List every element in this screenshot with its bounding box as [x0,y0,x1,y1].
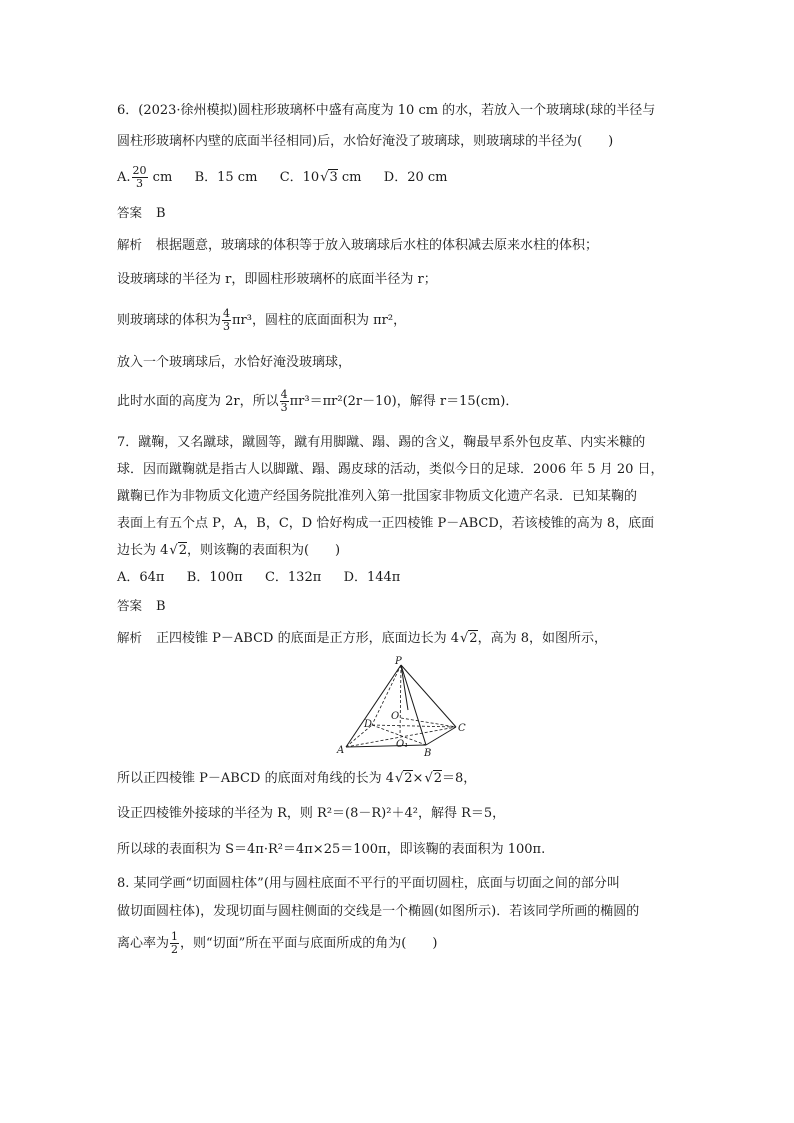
edge-ab [346,745,426,747]
fraction: $\frac{4}{3}$ [280,388,288,414]
label-b: B [424,748,432,759]
q7-option-c: C．132π [264,570,322,585]
q6-option-b: B．15 cm [194,170,258,185]
label-d: D [364,719,373,730]
edge-pb [401,665,426,745]
edge-pc [401,665,456,727]
q6-option-c: C．10√3 cm [279,170,362,185]
label-o1: O₁ [396,739,409,750]
q6-analysis-line-5: 此时水面的高度为 2r，所以 $\frac{4}{3}$ πr³＝πr²(2r－10)，解得 r＝15(cm)． [117,388,519,414]
label-a: A [337,745,345,756]
q7-stem-line-3: 蹴鞠已作为非物质文化遗产经国务院批准列入第一批国家非物质文化遗产名录．已知某鞠的 [117,489,638,504]
q6-analysis-line-2: 设玻璃球的半径为 r，即圆柱形玻璃杯的底面半径为 r； [117,272,437,287]
q8-stem-line-2: 做切面圆柱体)，发现切面与圆柱侧面的交线是一个椭圆(如图所示)．若该同学所画的椭圆的 [117,904,640,919]
q8-stem-line-3: 离心率为 $\frac{1}{2}$ ，则“切面”所在平面与底面所成的角为( ) [117,930,438,956]
q6-analysis-line-1: 解析 根据题意，玻璃球的体积等于放入玻璃球后水柱的体积减去原来水柱的体积； [117,237,599,253]
q6-analysis-line-3: 则玻璃球的体积为 $\frac{4}{3}$ πr³，圆柱的底面面积为 πr²， [117,307,407,333]
q6-answer: 答案 B [117,205,166,221]
q7-analysis-line-1: 解析 正四棱锥 P－ABCD 的底面是正方形，底面边长为 4√2，高为 8，如图所示， [117,630,607,646]
height-po1 [400,665,401,736]
q6-options [117,160,448,196]
q7-option-a: A．64π [117,570,165,585]
q7-stem-line-1: 7．蹴鞠，又名蹴球，蹴圆等，蹴有用脚蹴、蹋、踢的含义，鞠最早系外包皮革、内实米糠的 [117,435,646,450]
q7-analysis-line-2: 所以正四棱锥 P－ABCD 的底面对角线的长为 4√2×√2＝8， [117,771,477,786]
edge-pa [346,665,401,747]
q8-stem-line-1: 8. 某同学画“切面圆柱体”(用与圆柱底面不平行的平面切圆柱，底面与切面之间的部分叫 [117,876,620,891]
q7-stem-line-5: 边长为 4√2，则该鞠的表面积为( ) [117,543,341,558]
fraction: $\frac{20}{3}$ [132,164,147,190]
label-o: O [391,711,400,722]
fraction: $\frac{1}{2}$ [171,930,179,956]
q7-stem-line-2: 球．因而蹴鞠就是指古人以脚蹴、蹋、踢皮球的活动，类似今日的足球．2006 年 5 月 20 日， [117,462,664,477]
q7-options [117,570,400,586]
pyramid-figure [336,655,466,760]
label-c: C [458,723,466,734]
q7-analysis-line-3: 设正四棱锥外接球的半径为 R，则 R²＝(8－R)²＋4²，解得 R＝5， [117,806,506,821]
label-p: P [395,656,402,667]
q6-option-d: D．20 cm [383,170,448,185]
q6-option-a: A. $\frac{20}{3}$ cm [117,164,173,190]
q7-analysis-line-4: 所以球的表面积为 S＝4π·R²＝4π×25＝100π，即该鞠的表面积为 100π. [117,842,546,857]
q7-stem-line-4: 表面上有五个点 P，A，B，C，D 恰好构成一正四棱锥 P－ABCD，若该棱锥的高为 8，底面 [117,516,655,531]
q6-stem-line-2: 圆柱形玻璃杯内壁的底面半径相同)后，水恰好淹没了玻璃球，则玻璃球的半径为( ) [117,134,614,149]
q6-analysis-line-4: 放入一个玻璃球后，水恰好淹没玻璃球， [117,355,352,370]
q7-option-d: D．144π [343,570,401,585]
edge-dc [372,725,456,727]
q7-option-b: B．100π [186,570,243,585]
q6-stem-line-1: 6．(2023·徐州模拟)圆柱形玻璃杯中盛有高度为 10 cm 的水，若放入一个玻璃球(球的半径与 [117,103,656,118]
fraction: $\frac{4}{3}$ [223,307,231,333]
q7-answer: 答案 B [117,598,166,614]
